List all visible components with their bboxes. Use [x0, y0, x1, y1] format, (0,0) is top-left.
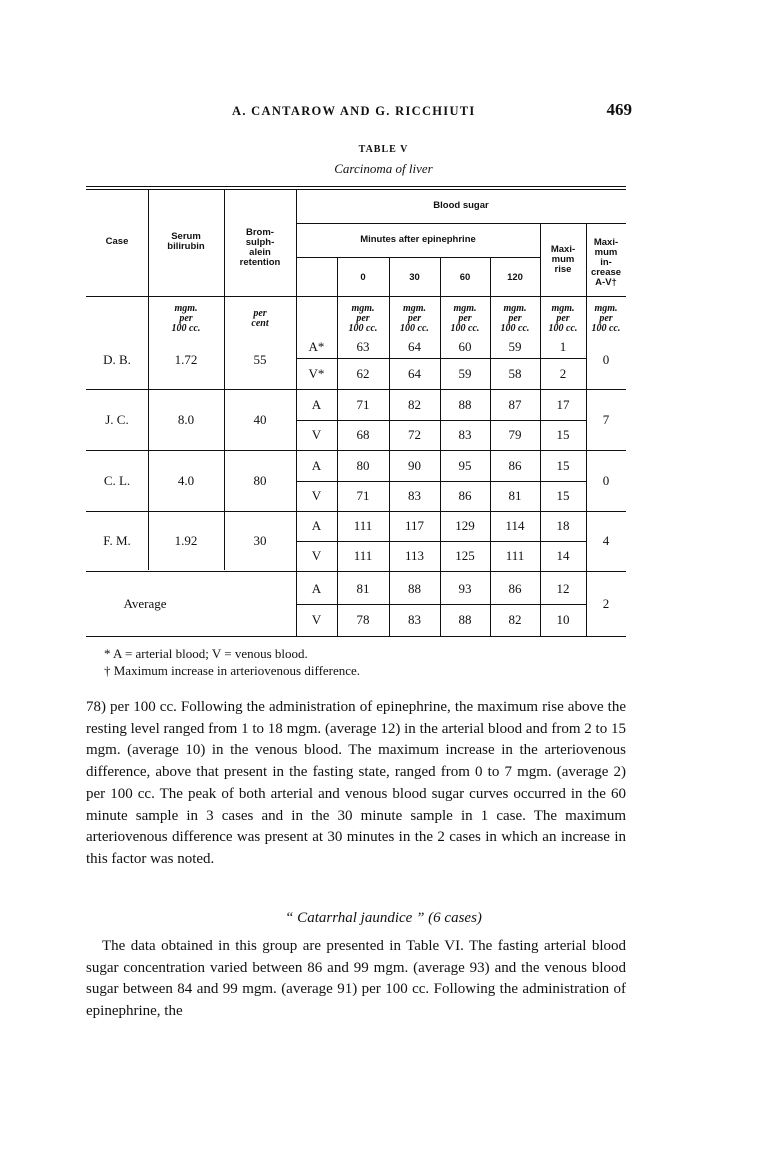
header-min-30: 30: [409, 272, 420, 283]
rise-value: 10: [556, 612, 570, 627]
header-maxrise-line: rise: [554, 264, 572, 275]
unit-line: 100 cc.: [450, 323, 480, 334]
sugar-value: 80: [356, 458, 370, 473]
row-line: [296, 223, 626, 224]
unit-line: mgm.: [453, 303, 477, 314]
rise-value: 15: [556, 458, 570, 473]
sugar-value: 79: [508, 427, 522, 442]
page-number: 469: [606, 100, 632, 119]
sugar-value: 117: [404, 518, 425, 533]
sugar-value: 64: [408, 366, 421, 381]
header-maxrise-line: mum: [551, 254, 575, 265]
running-title: A. CANTAROW AND G. RICCHIUTI: [232, 104, 476, 118]
unit-max-increase: [586, 304, 626, 334]
row-line: [86, 571, 626, 572]
bilirubin-value: 4.0: [177, 473, 195, 488]
row-line: [86, 389, 626, 390]
case-name: F. M.: [103, 533, 131, 548]
unit-retention: [224, 309, 296, 329]
header-brom-line: alein: [249, 247, 271, 258]
unit-line: per: [556, 313, 570, 324]
row-line: [86, 450, 626, 451]
row-line: [296, 257, 540, 258]
blood-type-label: V: [311, 548, 322, 563]
row-line: [296, 481, 586, 482]
table-bottom-rule: [86, 636, 626, 637]
unit-line: per: [253, 308, 267, 319]
sugar-value: 78: [356, 612, 370, 627]
unit-line: per: [179, 313, 193, 324]
blood-type-label: V: [311, 488, 322, 503]
unit-line: mgm.: [594, 303, 618, 314]
sugar-value: 59: [458, 366, 472, 381]
row-line: [86, 511, 626, 512]
rise-value: 12: [556, 581, 570, 596]
increase-value: 2: [602, 596, 610, 611]
body-paragraph: 78) per 100 cc. Following the administration of epinephrine, the maximum rise above the resting level ranged from 1 to 18 mgm. (average 12) in the arterial blood and from 2 to 15 mgm. (average 10) in the venous blood. The maximum increase in the arteriovenous difference, above that present in the fasting state, ranged from 0 to 7 mgm. (average 2) per 100 cc. The peak of both arterial and venous blood sugar curves occurred in the 60 minute sample in 3 cases and in the 30 minute sample in 1 case. The maximum arteriovenous difference was present at 30 minutes in the 2 cases in which an increase in this factor was noted.: [86, 699, 626, 867]
header-max-increase: [586, 238, 626, 288]
blood-type-label: V: [311, 427, 322, 442]
header-max-rise: [540, 245, 586, 275]
header-brom-line: sulph-: [245, 237, 275, 248]
case-name: C. L.: [103, 473, 131, 488]
unit-bilirubin: [148, 304, 224, 334]
sugar-value: 95: [458, 458, 472, 473]
blood-type-label: V: [311, 612, 322, 627]
header-maxinc-line: A-V†: [595, 277, 617, 288]
sugar-value: 114: [505, 518, 525, 533]
row-line: [296, 358, 586, 359]
average-label: Average: [123, 596, 167, 611]
case-name: J. C.: [105, 412, 129, 427]
blood-type-label: A: [311, 518, 322, 533]
blood-type-label: A*: [308, 339, 325, 354]
sugar-value: 113: [404, 548, 425, 563]
header-bromsulphalein: [224, 228, 296, 268]
sugar-value: 58: [508, 366, 522, 381]
unit-line: cent: [251, 318, 269, 329]
sugar-value: 82: [508, 612, 522, 627]
bilirubin-value: 1.92: [174, 533, 198, 548]
sugar-value: 129: [455, 518, 475, 533]
bilirubin-value: 8.0: [177, 412, 195, 427]
sugar-value: 68: [356, 427, 370, 442]
unit-line: mgm.: [351, 303, 375, 314]
unit-line: per: [458, 313, 472, 324]
unit-line: per: [356, 313, 370, 324]
header-min-120: 120: [507, 272, 523, 283]
table-caption: Carcinoma of liver: [334, 161, 433, 176]
sugar-value: 86: [508, 581, 522, 596]
blood-type-label: A: [311, 581, 322, 596]
row-line: [296, 604, 586, 605]
sugar-value: 88: [458, 397, 472, 412]
unit-line: per: [508, 313, 522, 324]
unit-line: mgm.: [503, 303, 527, 314]
sugar-value: 81: [508, 488, 522, 503]
header-case: Case: [105, 236, 129, 247]
sugar-value: 82: [408, 397, 421, 412]
bilirubin-value: 1.72: [174, 352, 198, 367]
rise-value: 15: [556, 427, 570, 442]
row-line: [296, 420, 586, 421]
header-minutes: Minutes after epinephrine: [360, 234, 476, 245]
unit-min-30: [389, 304, 440, 334]
body-paragraph: The data obtained in this group are presented in Table VI. The fasting arterial blood sugar concentration varied between 86 and 99 mgm. (average 93) and the venous blood sugar between 84 and 99 mgm. (average 91) per 100 cc. Following the administration of epinephrine, the: [86, 938, 626, 1020]
row-line: [86, 296, 626, 297]
retention-value: 80: [253, 473, 267, 488]
sugar-value: 83: [408, 488, 421, 503]
header-maxrise-line: Maxi-: [550, 244, 576, 255]
unit-min-60: [440, 304, 490, 334]
rise-value: 17: [556, 397, 570, 412]
retention-value: 55: [253, 352, 267, 367]
increase-value: 0: [602, 352, 610, 367]
table-top-rule-2: [86, 189, 626, 190]
header-maxinc-line: mum: [594, 247, 618, 258]
increase-value: 7: [602, 412, 610, 427]
increase-value: 0: [602, 473, 610, 488]
unit-line: 100 cc.: [500, 323, 530, 334]
sugar-value: 63: [356, 339, 370, 354]
sugar-value: 83: [408, 612, 421, 627]
header-maxinc-line: crease: [590, 267, 622, 278]
case-name: D. B.: [103, 352, 131, 367]
header-serum-line: bilirubin: [167, 241, 205, 252]
header-min-60: 60: [459, 272, 471, 283]
table-footnotes: [104, 645, 360, 679]
sugar-value: 81: [356, 581, 370, 596]
sugar-value: 93: [458, 581, 472, 596]
header-serum: [148, 232, 224, 252]
sugar-value: 59: [508, 339, 522, 354]
unit-line: mgm.: [551, 303, 575, 314]
sugar-value: 71: [356, 397, 370, 412]
header-maxinc-line: Maxi-: [593, 237, 619, 248]
sugar-value: 111: [505, 548, 525, 563]
unit-line: 100 cc.: [591, 323, 621, 334]
unit-min-0: [337, 304, 389, 334]
blood-type-label: A: [311, 397, 322, 412]
table-top-rule: [86, 186, 626, 187]
sugar-value: 88: [458, 612, 472, 627]
rise-value: 2: [559, 366, 567, 381]
sugar-value: 111: [353, 518, 373, 533]
sugar-value: 88: [408, 581, 421, 596]
unit-line: per: [407, 313, 422, 324]
footnote: † Maximum increase in arteriovenous difference.: [104, 663, 361, 678]
unit-line: mgm.: [402, 303, 427, 314]
header-serum-line: Serum: [171, 231, 201, 242]
sugar-value: 64: [408, 339, 421, 354]
header-brom-line: Brom-: [246, 227, 274, 238]
sugar-value: 87: [508, 397, 522, 412]
unit-line: mgm.: [174, 303, 198, 314]
increase-value: 4: [602, 533, 610, 548]
table-label: TABLE V: [358, 144, 409, 155]
sugar-value: 86: [508, 458, 522, 473]
row-line: [296, 541, 586, 542]
retention-value: 30: [253, 533, 267, 548]
unit-line: 100 cc.: [171, 323, 201, 334]
sugar-value: 62: [356, 366, 370, 381]
header-brom-line: retention: [239, 257, 281, 268]
rise-value: 14: [556, 548, 570, 563]
section-heading: “ Catarrhal jaundice ” (6 cases): [285, 910, 482, 926]
sugar-value: 72: [408, 427, 421, 442]
sugar-value: 60: [458, 339, 472, 354]
header-blood-sugar: Blood sugar: [433, 200, 489, 211]
header-min-0: 0: [360, 272, 366, 283]
rise-value: 15: [556, 488, 570, 503]
retention-value: 40: [253, 412, 267, 427]
sugar-value: 86: [458, 488, 472, 503]
unit-line: 100 cc.: [348, 323, 378, 334]
unit-max-rise: [540, 304, 586, 334]
rise-value: 18: [556, 518, 570, 533]
sugar-value: 71: [356, 488, 370, 503]
sugar-value: 125: [455, 548, 475, 563]
blood-type-label: A: [311, 458, 322, 473]
footnote: * A = arterial blood; V = venous blood.: [104, 646, 308, 661]
sugar-value: 83: [458, 427, 472, 442]
sugar-value: 111: [353, 548, 373, 563]
header-maxinc-line: in-: [600, 257, 612, 268]
unit-line: 100 cc.: [548, 323, 578, 334]
rise-value: 1: [559, 339, 567, 354]
running-head: [232, 100, 632, 122]
sugar-value: 90: [408, 458, 421, 473]
unit-min-120: [490, 304, 540, 334]
blood-type-label: V*: [308, 366, 325, 381]
unit-line: 100 cc.: [400, 323, 429, 334]
unit-line: per: [599, 313, 613, 324]
